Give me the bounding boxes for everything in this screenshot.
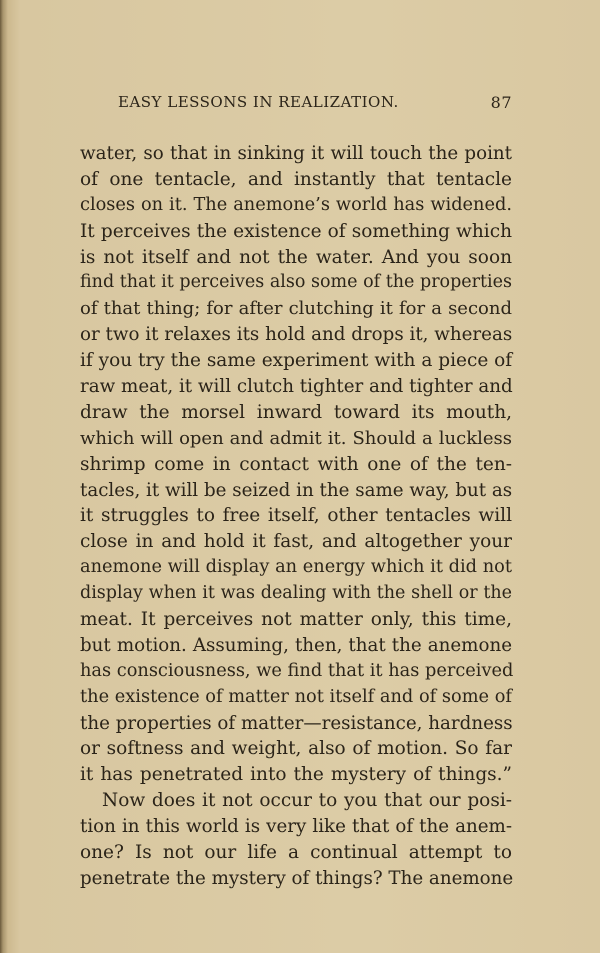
page-number: 87 [490, 93, 512, 112]
text-line: but motion. Assuming, then, that the anemone [80, 634, 512, 656]
text-line: the existence of matter not itself and of some of [80, 686, 512, 707]
text-line: or softness and weight, also of motion. So far [80, 738, 512, 760]
text-line: has consciousness, we find that it has perceived [80, 660, 514, 681]
text-line: it has penetrated into the mystery of things.” [80, 764, 512, 786]
text-line: anemone will display an energy which it did not [80, 557, 512, 578]
text-line: one? Is not our life a continual attempt to [80, 842, 512, 864]
text-line: shrimp come in contact with one of the ten- [80, 453, 512, 475]
text-line: is not itself and not the water. And you soon [80, 246, 512, 268]
text-line: display when it was dealing with the shell or the [80, 583, 512, 604]
text-line: raw meat, it will clutch tighter and tighter and [80, 376, 513, 398]
text-line: the properties of matter—resistance, hardness [80, 712, 513, 734]
text-line: tion in this world is very like that of the anem- [80, 816, 512, 838]
text-line: draw the morsel inward toward its mouth, [80, 401, 512, 423]
text-line: close in and hold it fast, and altogether your [80, 531, 512, 553]
text-line: find that it perceives also some of the properties [80, 272, 512, 293]
text-line: water, so that in sinking it will touch the point [80, 143, 512, 164]
text-line: Now does it not occur to you that our posi- [102, 790, 512, 812]
text-line: penetrate the mystery of things? The anemone [80, 867, 514, 889]
text-line: it struggles to free itself, other tentacles will [80, 505, 512, 527]
text-line: closes on it. The anemone’s world has widened. [80, 194, 512, 215]
text-line: of that thing; for after clutching it for a second [80, 298, 512, 320]
text-line: meat. It perceives not matter only, this time, [80, 609, 512, 631]
text-line: tacles, it will be seized in the same way, but as [80, 479, 513, 501]
text-line: or two it relaxes its hold and drops it, whereas [80, 324, 513, 346]
text-line: It perceives the existence of something which [80, 220, 512, 242]
text-line: which will open and admit it. Should a luckless [80, 427, 512, 449]
page-body-text [80, 141, 512, 892]
running-title: EASY LESSONS IN REALIZATION. [118, 93, 399, 111]
text-line: of one tentacle, and instantly that tentacle [80, 168, 512, 190]
text-line: if you try the same experiment with a piece of [80, 350, 513, 372]
